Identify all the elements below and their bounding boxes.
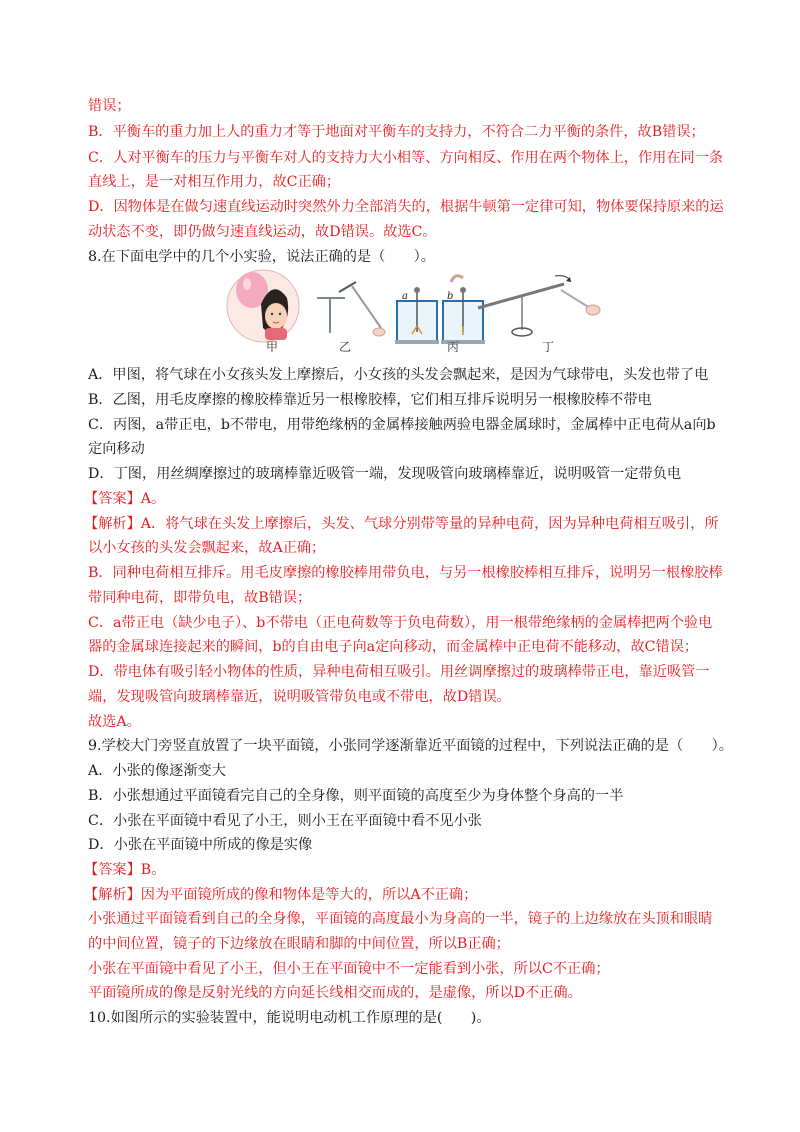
q9-option-b: B．小张想通过平面镜看完自己的全身像，则平面镜的高度至少为身体整个身高的一半	[88, 788, 624, 804]
q8-option-c-cont: 定向移动	[88, 441, 145, 457]
q10-stem: 10.如图所示的实验装置中，能说明电动机工作原理的是( )。	[88, 1010, 491, 1026]
q8-analysis-line: 以小女孩的头发会飘起来，故A正确；	[88, 540, 326, 556]
q9-option-c: C．小张在平面镜中看见了小王，则小王在平面镜中看不见小张	[88, 813, 482, 829]
q7-analysis-line: D．因物体是在做匀速直线运动时突然外力全部消失的，根据牛顿第一定律可知，物体要保持原来的运	[88, 199, 724, 215]
q9-answer	[84, 859, 165, 881]
electroscopes	[395, 276, 485, 344]
q9-analysis-line: 小张在平面镜中看见了小王，但小王在平面镜中不一定能看到小张，所以C不正确；	[88, 961, 610, 977]
q8-analysis-line: 端，发现吸管向玻璃棒靠近，说明吸管带负电或不带电，故D错误。	[88, 689, 511, 705]
figure-label-jia: 甲	[266, 340, 279, 354]
q8-analysis-line: B．同种电荷相互排斥。用毛皮摩擦的橡胶棒用带负电，与另一根橡胶棒相互排斥，说明另一根橡胶棒	[88, 565, 723, 581]
q8-analysis-line	[84, 513, 719, 535]
q8-stem: 8.在下面电学中的几个小实验，说法正确的是（ ）。	[88, 249, 435, 265]
q8-option-c: C．丙图，a带正电，b不带电，用带绝缘柄的金属棒接触两验电器金属球时，金属棒中正电荷从a向b	[88, 417, 716, 433]
q7-analysis-line: C．人对平衡车的压力与平衡车对人的支持力大小相等、方向相反、作用在两个物体上，作用在同一条	[88, 150, 724, 166]
q8-option-a: A．甲图，将气球在小女孩头发上摩擦后，小女孩的头发会飘起来，是因为气球带电，头发也带了电	[88, 367, 709, 383]
figure-label-yi: 乙	[339, 340, 352, 354]
figure-label-bing: 丙	[447, 340, 460, 354]
answer-value: A。	[140, 491, 166, 507]
q8-option-b: B．乙图，用毛皮摩擦的橡胶棒靠近另一根橡胶棒，它们相互排斥说明另一根橡胶棒不带电	[88, 392, 652, 408]
analysis-tag: 【解析】	[84, 516, 141, 532]
q8-conclusion: 故选A。	[88, 714, 141, 730]
q9-analysis-line	[84, 884, 477, 906]
q8-analysis-line: C．a带正电（缺少电子）、b不带电（正电荷数等于负电荷数），用一根带绝缘柄的金属棒把两个验电	[88, 615, 713, 631]
q7-analysis-line: B．平衡车的重力加上人的重力才等于地面对平衡车的支持力，不符合二力平衡的条件，故B错误；	[88, 124, 705, 140]
analysis-tag: 【解析】	[84, 887, 141, 903]
rubber-rod-apparatus	[317, 282, 385, 336]
analysis-text: A．将气球在头发上摩擦后，头发、气球分别带等量的异种电荷，因为异种电荷相互吸引，所	[140, 516, 719, 532]
analysis-text: 因为平面镜所成的像和物体是等大的，所以A不正确；	[140, 887, 478, 903]
q9-analysis-line: 平面镜所成的像是反射光线的方向延长线相交而成的，是虚像，所以D不正确。	[88, 985, 582, 1001]
q8-analysis-line: 带同种电荷，即带负电，故B错误；	[88, 590, 312, 606]
q8-answer	[84, 488, 165, 510]
q8-option-d: D．丁图，用丝绸摩擦过的玻璃棒靠近吸管一端，发现吸管向玻璃棒靠近，说明吸管一定带负电	[88, 466, 682, 482]
answer-tag: 【答案】	[84, 491, 141, 507]
electroscope-label-b: b	[447, 291, 454, 302]
answer-value: B。	[140, 862, 166, 878]
straw-pivot-apparatus	[478, 276, 600, 336]
q7-analysis-line: 动状态不变，即仍做匀速直线运动，故D错误。故选C。	[88, 224, 437, 240]
q9-option-a: A．小张的像逐渐变大	[88, 763, 226, 779]
q7-analysis-line: 直线上，是一对相互作用力，故C正确；	[88, 174, 341, 190]
girl-balloon-illustration	[227, 270, 299, 342]
q9-analysis-line: 的中间位置，镜子的下边缘放在眼睛和脚的中间位置，所以B正确；	[88, 936, 510, 952]
q8-analysis-line: D．带电体有吸引轻小物体的性质，异种电荷相互吸引。用丝调摩擦过的玻璃棒带正电，靠近吸管一	[88, 664, 710, 680]
q8-analysis-line: 器的金属球连接起来的瞬间，b的自由电子向a定向移动，而金属棒中正电荷不能移动，故C错误；	[88, 639, 699, 655]
q9-stem: 9.学校大门旁竖直放置了一块平面镜，小张同学逐渐靠近平面镜的过程中，下列说法正确的是（ ）。	[88, 738, 733, 754]
electroscope-label-a: a	[402, 291, 408, 302]
q7-analysis-line: 错误；	[88, 98, 131, 114]
q8-figure	[225, 268, 615, 360]
q9-option-d: D．小张在平面镜中所成的像是实像	[88, 837, 313, 853]
q9-analysis-line: 小张通过平面镜看到自己的全身像，平面镜的高度最小为身高的一半，镜子的上边缘放在头顶和眼睛	[88, 911, 713, 927]
figure-label-ding: 丁	[542, 340, 555, 354]
answer-tag: 【答案】	[84, 862, 141, 878]
